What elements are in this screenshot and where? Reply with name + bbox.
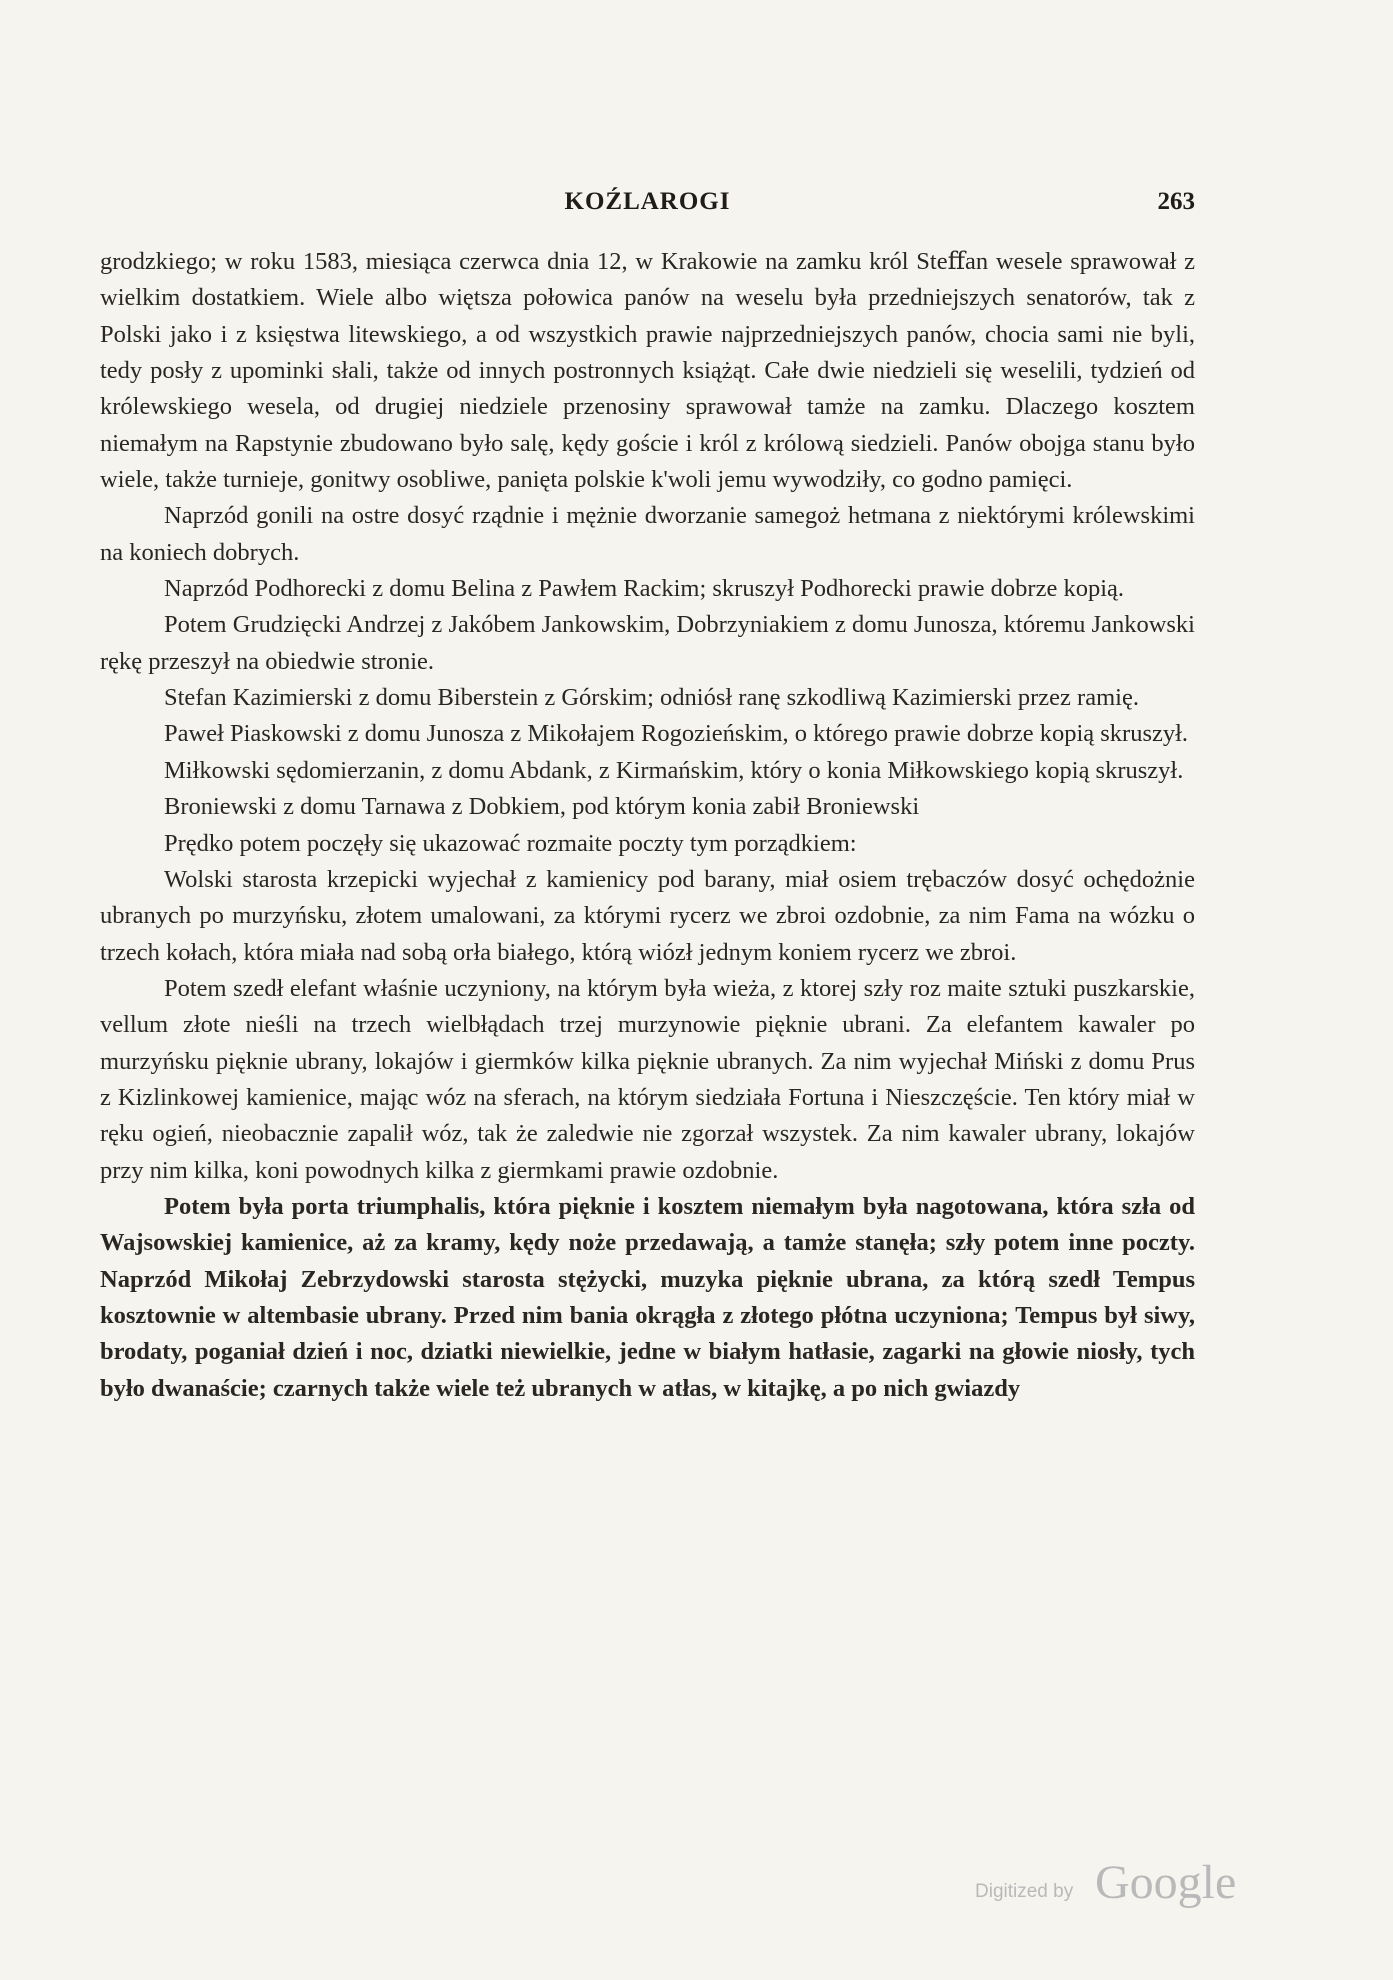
paragraph: Stefan Kazimierski z domu Biberstein z Górskim; odniósł ranę szkodliwą Kazimierski przez ramię. — [164, 684, 1139, 712]
running-title: KOŹLAROGI — [564, 188, 731, 215]
paragraph: grodzkiego; w roku 1583, miesiąca czerwca dnia 12, w Krakowie na zamku król Steﬀan wesele sprawował z wielkim dostatkiem. Wiele albo więtsza połowica panów na weselu była przedniejszych senatorów, tak z Polski jako i z księstwa litewskiego, a od wszystkich prawie najprzedniejszych panów, chocia sami nie byli, tedy posły z upominki słali, także od innych postronnych książąt. Całe dwie niedzieli się weselili, tydzień od królewskiego wesela, od drugiej niedziele przenosiny sprawował tamże na zamku. Dlaczego kosztem niemałym na Rapstynie zbudowano było salę, kędy goście i król z królową siedzieli. Panów obojga stanu było wiele, także turnieje, gonitwy osobliwe, panięta polskie k'woli jemu wywodziły, co godno pamięci. — [100, 248, 1195, 494]
paragraph: Miłkowski sędomierzanin, z domu Abdank, z Kirmańskim, który o konia Miłkowskiego kopią skruszył. — [164, 756, 1184, 784]
paragraph: Naprzód Podhorecki z domu Belina z Pawłem Rackim; skruszył Podhorecki prawie dobrze kopią. — [164, 575, 1125, 603]
running-head — [100, 188, 1195, 228]
paragraph: Naprzód gonili na ostre dosyć rządnie i mężnie dworzanie samegoż hetmana z niektórymi królewskimi na koniech dobrych. — [100, 502, 1195, 566]
watermark-small-text: Digitized by — [975, 1881, 1074, 1902]
paragraph: Potem była porta triumphalis, która pięknie i kosztem niemałym była nagotowana, która szła od Wajsowskiej kamienice, aż za kramy, kędy noże przedawają, a tamże stanęła; szły potem inne poczty. Naprzód Mikołaj Zebrzydowski starosta stężycki, muzyka pięknie ubrana, za którą szedł Tempus kosztownie w altembasie ubrany. Przed nim bania okrągła z złotego płótna uczyniona; Tempus był siwy, brodaty, poganiał dzień i noc, dziatki niewielkie, jedne w białym hatłasie, zagarki na głowie niosły, tych było dwanaście; czarnych także wiele też ubranych w atłas, w kitajkę, a po nich gwiazdy — [100, 1192, 1195, 1402]
paragraph: Potem Grudzięcki Andrzej z Jakóbem Jankowskim, Dobrzyniakiem z domu Junosza, któremu Jankowski rękę przeszył na obiedwie stronie. — [100, 611, 1195, 675]
paragraph: Potem szedł elefant właśnie uczyniony, na którym była wieża, z ktorej szły roz maite sztuki puszkarskie, vellum złote nieśli na trzech wielbłądach trzej murzynowie pięknie ubrani. Za elefantem kawaler po murzyńsku pięknie ubrany, lokajów i giermków kilka pięknie ubranych. Za nim wyjechał Miński z domu Prus z Kizlinkowej kamienice, mając wóz na sferach, na którym siedziała Fortuna i Nieszczęście. Ten który miał w ręku ogień, nieobacznie zapalił wóz, tak że zaledwie nie zgorzał wszystek. Za nim kawaler ubrany, lokajów przy nim kilka, koni powodnych kilka z giermkami prawie ozdobnie. — [100, 974, 1195, 1184]
page-number: 263 — [1157, 188, 1195, 215]
digitized-watermark — [975, 1855, 1275, 1915]
paragraph: Paweł Piaskowski z domu Junosza z Mikołajem Rogozieńskim, o którego prawie dobrze kopią skruszył. — [164, 720, 1189, 748]
google-logo-text: Google — [1095, 1856, 1237, 1909]
paragraph: Broniewski z domu Tarnawa z Dobkiem, pod którym konia zabił Broniewski — [164, 793, 920, 821]
paragraph: Prędko potem poczęły się ukazować rozmaite poczty tym porządkiem: — [164, 829, 857, 857]
body-text — [100, 244, 1195, 1407]
paragraph: Wolski starosta krzepicki wyjechał z kamienicy pod barany, miał osiem trębaczów dosyć ochędożnie ubranych po murzyńsku, złotem umalowani, za którymi rycerz we zbroi ozdobnie, za nim Fama na wózku o trzech kołach, która miała nad sobą orła białego, którą wiózł jednym koniem rycerz we zbroi. — [100, 865, 1195, 966]
